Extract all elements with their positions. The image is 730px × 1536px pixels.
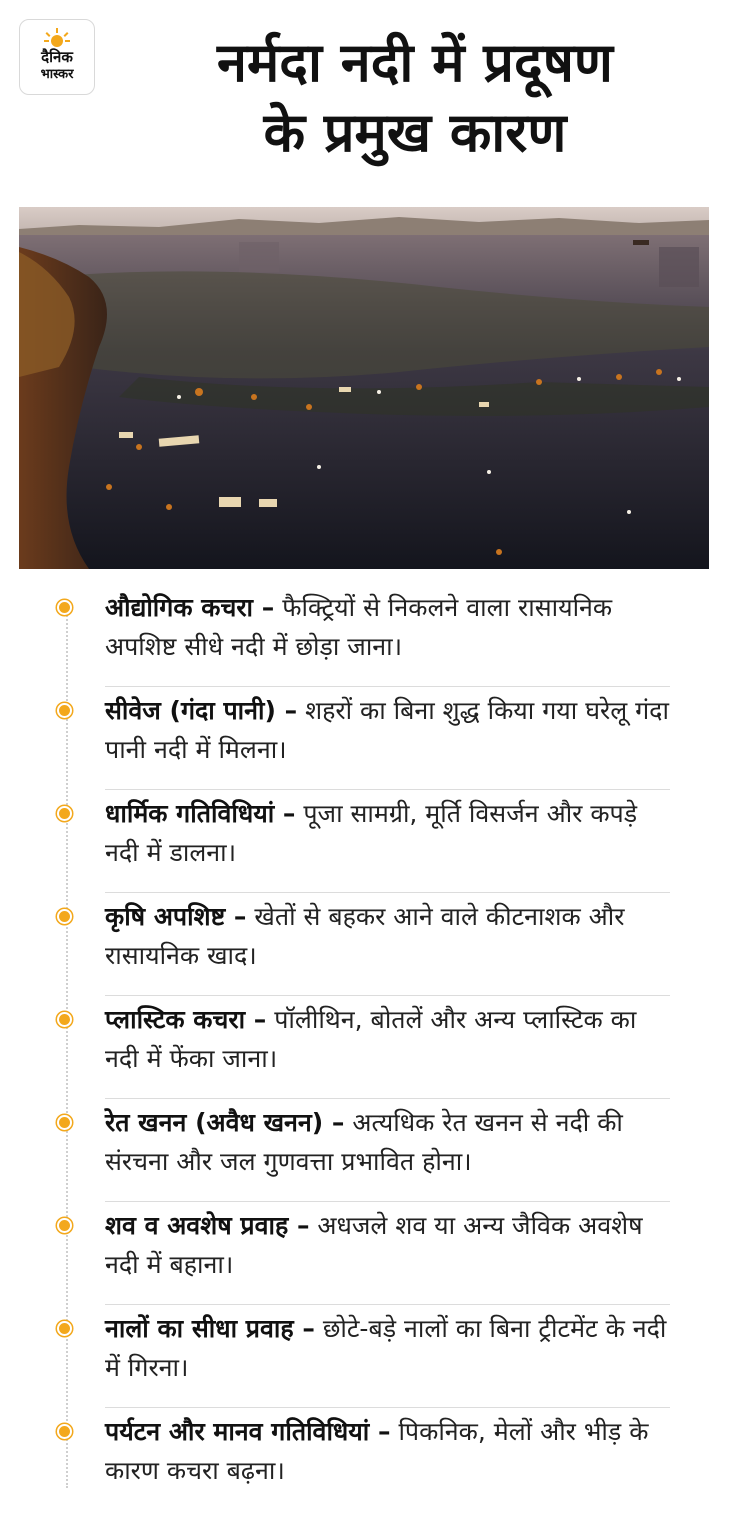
cause-item-drain-flow [0, 1307, 730, 1410]
dainik-bhaskar-logo [19, 19, 95, 95]
cause-heading: शव व अवशेष प्रवाह – [105, 1211, 310, 1240]
cause-item-agricultural-waste [0, 895, 730, 998]
divider [105, 789, 670, 790]
cause-text [105, 1000, 670, 1078]
cause-text [105, 1206, 670, 1284]
cause-description: पिकनिक, मेलों और भीड़ के कारण कचरा बढ़ना। [105, 1417, 649, 1485]
cause-item-plastic-waste [0, 998, 730, 1101]
cause-heading: धार्मिक गतिविधियां – [105, 799, 296, 828]
cause-item-industrial-waste [0, 586, 730, 689]
cause-heading: कृषि अपशिष्ट – [105, 902, 247, 931]
cause-description: छोटे-बड़े नालों का बिना ट्रीटमेंट के नदी में गिरना। [105, 1314, 667, 1382]
cause-item-sand-mining [0, 1101, 730, 1204]
cause-heading: रेत खनन (अवैध खनन) – [105, 1108, 345, 1137]
cause-text [105, 1412, 670, 1490]
cause-description: पूजा सामग्री, मूर्ति विसर्जन और कपड़े नदी में डालना। [105, 799, 638, 867]
bullet-dot-icon [57, 1012, 72, 1027]
cause-item-remains-flow [0, 1204, 730, 1307]
bullet-dot-icon [57, 1115, 72, 1130]
cause-heading: प्लास्टिक कचरा – [105, 1005, 267, 1034]
bullet-dot-icon [57, 703, 72, 718]
page-title-line1: नर्मदा नदी में प्रदूषण [217, 31, 613, 94]
cause-text [105, 588, 670, 666]
causes-list [0, 586, 730, 1513]
cause-text [105, 794, 670, 872]
divider [105, 892, 670, 893]
divider [105, 1407, 670, 1408]
bullet-dot-icon [57, 1321, 72, 1336]
cause-text [105, 1103, 670, 1181]
cause-description: पॉलीथिन, बोतलें और अन्य प्लास्टिक का नदी में फेंका जाना। [105, 1005, 637, 1073]
divider [105, 1201, 670, 1202]
cause-item-sewage [0, 689, 730, 792]
bullet-dot-icon [57, 806, 72, 821]
cause-item-tourism [0, 1410, 730, 1513]
cause-description: अधजले शव या अन्य जैविक अवशेष नदी में बहाना। [105, 1211, 643, 1279]
cause-description: अत्यधिक रेत खनन से नदी की संरचना और जल गुणवत्ता प्रभावित होना। [105, 1108, 623, 1176]
cause-text [105, 691, 670, 769]
cause-item-religious-activities [0, 792, 730, 895]
bullet-dot-icon [57, 1424, 72, 1439]
divider [105, 1304, 670, 1305]
bullet-dot-icon [57, 909, 72, 924]
polluted-river-image [19, 207, 709, 569]
divider [105, 995, 670, 996]
cause-description: फैक्ट्रियों से निकलने वाला रासायनिक अपशिष्ट सीधे नदी में छोड़ा जाना। [105, 593, 613, 661]
logo-text-line1: दैनिक [41, 48, 73, 66]
divider [105, 686, 670, 687]
cause-text [105, 1309, 670, 1387]
cause-heading: सीवेज (गंदा पानी) – [105, 696, 298, 725]
page-title [115, 28, 715, 168]
polluted-river-photo [19, 207, 709, 569]
cause-description: शहरों का बिना शुद्ध किया गया घरेलू गंदा पानी नदी में मिलना। [105, 696, 669, 764]
cause-text [105, 897, 670, 975]
cause-heading: औद्योगिक कचरा – [105, 593, 275, 622]
cause-heading: पर्यटन और मानव गतिविधियां – [105, 1417, 391, 1446]
bullet-dot-icon [57, 600, 72, 615]
cause-heading: नालों का सीधा प्रवाह – [105, 1314, 315, 1343]
sun-logo-icon [44, 28, 70, 48]
page-title-line2: के प्रमुख कारण [263, 101, 567, 164]
logo-text-line2: भास्कर [40, 67, 74, 82]
divider [105, 1098, 670, 1099]
cause-description: खेतों से बहकर आने वाले कीटनाशक और रासायनिक खाद। [105, 902, 625, 970]
bullet-dot-icon [57, 1218, 72, 1233]
